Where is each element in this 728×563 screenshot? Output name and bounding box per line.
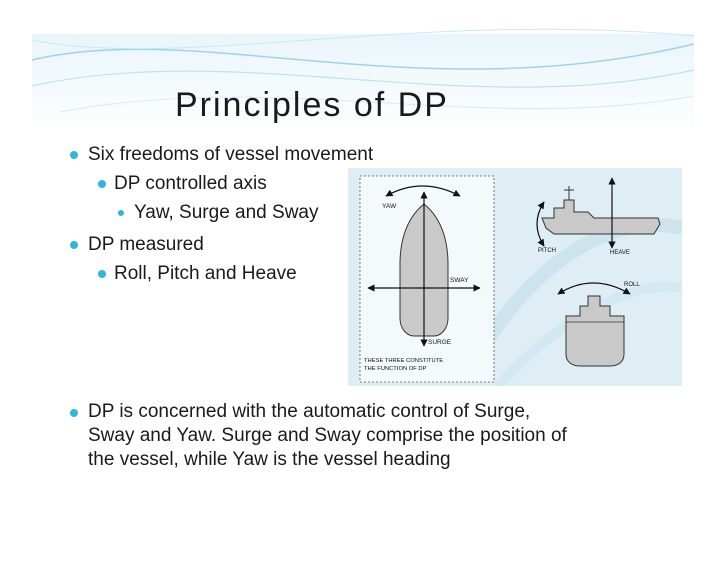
bullet-level1: DP measured <box>88 234 204 255</box>
bullet-marker <box>98 180 106 188</box>
bullet-level2: Roll, Pitch and Heave <box>114 263 297 284</box>
yaw-label: YAW <box>382 203 397 210</box>
summary-paragraph <box>88 400 688 472</box>
summary-line: DP is concerned with the automatic control of Surge, <box>88 401 531 422</box>
bullet-marker <box>118 210 124 216</box>
surge-label: SURGE <box>428 339 452 346</box>
summary-line: the vessel, while Yaw is the vessel heading <box>88 449 451 470</box>
bullet-marker <box>70 241 78 249</box>
bullet-marker <box>70 151 78 159</box>
figure-caption-line1: THESE THREE CONSTITUTE <box>364 358 444 364</box>
pitch-label: PITCH <box>538 248 556 254</box>
summary-line: Sway and Yaw. Surge and Sway comprise the position of <box>88 425 567 446</box>
bullet-marker <box>70 409 78 417</box>
bullet-level3: Yaw, Surge and Sway <box>134 202 319 223</box>
roll-label: ROLL <box>624 282 640 288</box>
slide-title: Principles of DP <box>175 86 449 124</box>
bullet-level2: DP controlled axis <box>114 173 267 194</box>
vessel-movement-figure <box>348 168 682 386</box>
bullet-marker <box>98 270 106 278</box>
bullet-level1: Six freedoms of vessel movement <box>88 144 374 165</box>
sway-label: SWAY <box>450 277 469 284</box>
figure-caption-line2: THE FUNCTION OF DP <box>364 366 427 372</box>
heave-label: HEAVE <box>610 250 630 256</box>
